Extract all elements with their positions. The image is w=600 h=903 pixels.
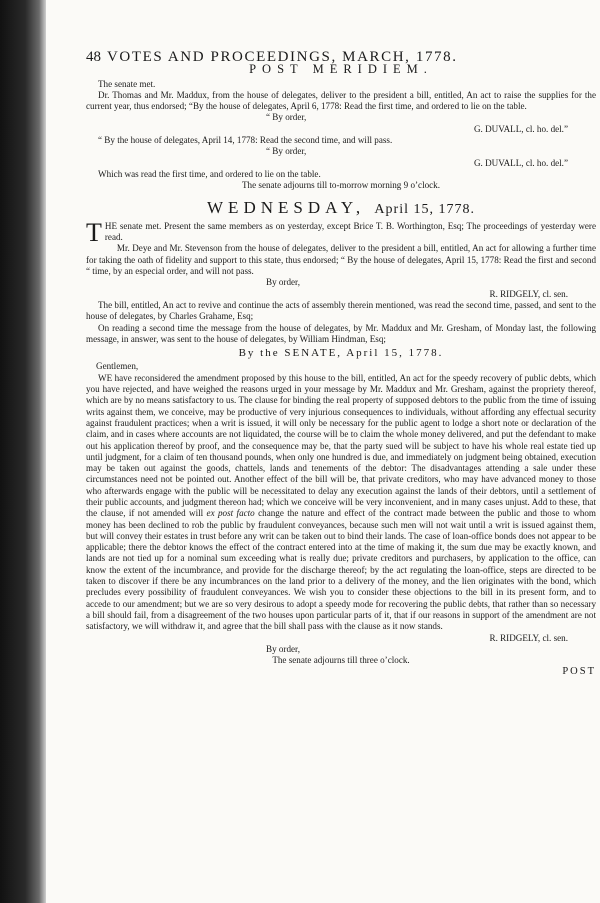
- message-text-b: change the nature and effect of the contract made between the public and those to whom money has been declined to rob the public by fraudulent conveyances, because such men will not wait until a writ is issued against them, but will convey their estates in trust before any writ can be taken out to bind their lands. The case of loan-office bonds does not appear to be applicable; there the debtor knows the effect of the contract entered into at the time of making it, the sum due may be exactly known, and lands are not tied up for a nominal sum exceeding what is really due; private creditors and purchasers, by application to the office, can know the extent of the incumbrance, and provide for the discharge thereof; by the act regulating the loan-office, steps are directed to be taken to discover if there be any incumbrances on the land prior to a delivery of the money, and the lien originates with the bond, which precludes every possibility of fraudulent conveyances. We wish you to consider these objections to the bill in its present form, and to accede to our amendment; but we are so very desirous to adopt a speedy mode for recovering the public debts, that rather than so necessary a bill should fail, from a disagreement of the two houses upon particular parts of it, that if our reasons in support of the amendment are not satisfactory, we will withdraw it, and agree that the bill shall pass with the clause as it now stands.: [86, 508, 596, 632]
- signature-line: G. DUVALL, cl. ho. del.”: [473, 123, 568, 134]
- by-order-line: By order,: [266, 277, 300, 288]
- adjournment-line: The senate adjourns till three o’clock.: [272, 655, 410, 666]
- adjournment-line: The senate adjourns till to-morrow morning 9 o’clock.: [242, 180, 440, 191]
- message-text-a: WE have reconsidered the amendment proposed by this house to the bill, entitled, An act for the speedy recovery of public debts, which you have rejected, and have weighed the reasons urged in your message by Mr. Maddux and Mr. Gresham, against the propriety thereof, which are by no means satisfactory to us. The clause for binding the real property of supposed debtors to the public from the time of issuing writs against them, we conceive, may be productive of very injurious consequences to individuals, without affording any effectual security against fraudulent practices; when a writ is issued, it will only be necessary for the public agent to lodge a short note or declaration of the claim, and in cases where accounts are not liquidated, the course will be to claim the whole money delivered, and put the defendant to make out his application thereof by proof, and the consequence may be, that the party sued will be subject to have his whole real estate tied up until judgment, for a claim of ten thousand pounds, when only one hundred is due, and immediately on judgment being obtained, execution may be taken out against the goods, chattels, lands and tenements of the debtor: The disadvantages attending a sale under these circumstances need not be pointed out. Another effect of the bill will be, that private creditors, who may have advanced money to those who afterwards engage with the public will be necessitated to delay any execution against the lands of their debtors, until a settlement of their public accounts, and judgment thereon had; which we conceive will be very inconvenient, and in many cases unjust. Add to these, that the clause, if not amended will: [86, 372, 596, 519]
- post-meridiem-heading: POST MERIDIEM.: [249, 62, 433, 77]
- by-order-line: By order,: [266, 643, 300, 654]
- drop-cap: T: [86, 217, 102, 247]
- page-number: 48: [86, 49, 101, 65]
- paragraph: The bill, entitled, An act to revive and continue the acts of assembly therein mentioned, was read the second time, passed, and sent to the house of delegates, by Charles Grahame, Esq;: [86, 299, 596, 322]
- signature-line: R. RIDGELY, cl. sen.: [489, 632, 568, 643]
- paragraph: Mr. Deye and Mr. Stevenson from the house of delegates, deliver to the president a bill, entitled, An act for allowing a further time for taking the oath of fidelity and support to this state, thus endorsed; “ By the house of delegates, April 15, 1778: Read the first and second “ time, by an especial order, and will not pass.: [86, 243, 596, 277]
- paragraph: On reading a second time the message from the house of delegates, by Mr. Maddux and Mr. Gresham, of Monday last, the following message, in answer, was sent to the house of delegates, by William Hindman, Esq;: [86, 322, 596, 344]
- paragraph: The senate met.: [98, 78, 156, 89]
- opening-text: HE senate met. Present the same members as on yesterday, except Brice T. B. Worthington, Esq; The proceedings of yesterday were read.: [104, 220, 596, 243]
- running-title: VOTES AND PROCEEDINGS, MARCH, 1778.: [107, 49, 458, 65]
- book-gutter: [0, 0, 46, 903]
- paragraph: Dr. Thomas and Mr. Maddux, from the house of delegates, deliver to the president a bill, entitled, An act to raise the supplies for the current year, thus endorsed; “By the house of delegates, April 6, 1778: Read the first time, and ordered to lie on the table.: [86, 89, 596, 112]
- opening-paragraph: [86, 217, 596, 247]
- page-sheet: [46, 0, 600, 903]
- paragraph: Which was read the first time, and ordered to lie on the table.: [98, 168, 321, 179]
- by-order-line: “ By order,: [266, 112, 307, 123]
- by-order-line: “ By order,: [266, 146, 307, 157]
- salutation: Gentlemen,: [96, 361, 139, 372]
- senate-message-heading: By the SENATE, April 15, 1778.: [238, 347, 444, 360]
- paragraph: “ By the house of delegates, April 14, 1778: Read the second time, and will pass.: [98, 135, 393, 146]
- page-content: [86, 49, 596, 678]
- signature-line: G. DUVALL, cl. ho. del.”: [473, 157, 568, 168]
- day-name: WEDNESDAY,: [207, 197, 366, 217]
- message-italic: ex post facto: [206, 508, 255, 519]
- signature-line: R. RIDGELY, cl. sen.: [489, 288, 568, 299]
- message-body: [86, 373, 596, 633]
- day-date: April 15, 1778.: [374, 201, 475, 217]
- catchword: POST: [562, 666, 596, 678]
- day-heading: [86, 197, 596, 217]
